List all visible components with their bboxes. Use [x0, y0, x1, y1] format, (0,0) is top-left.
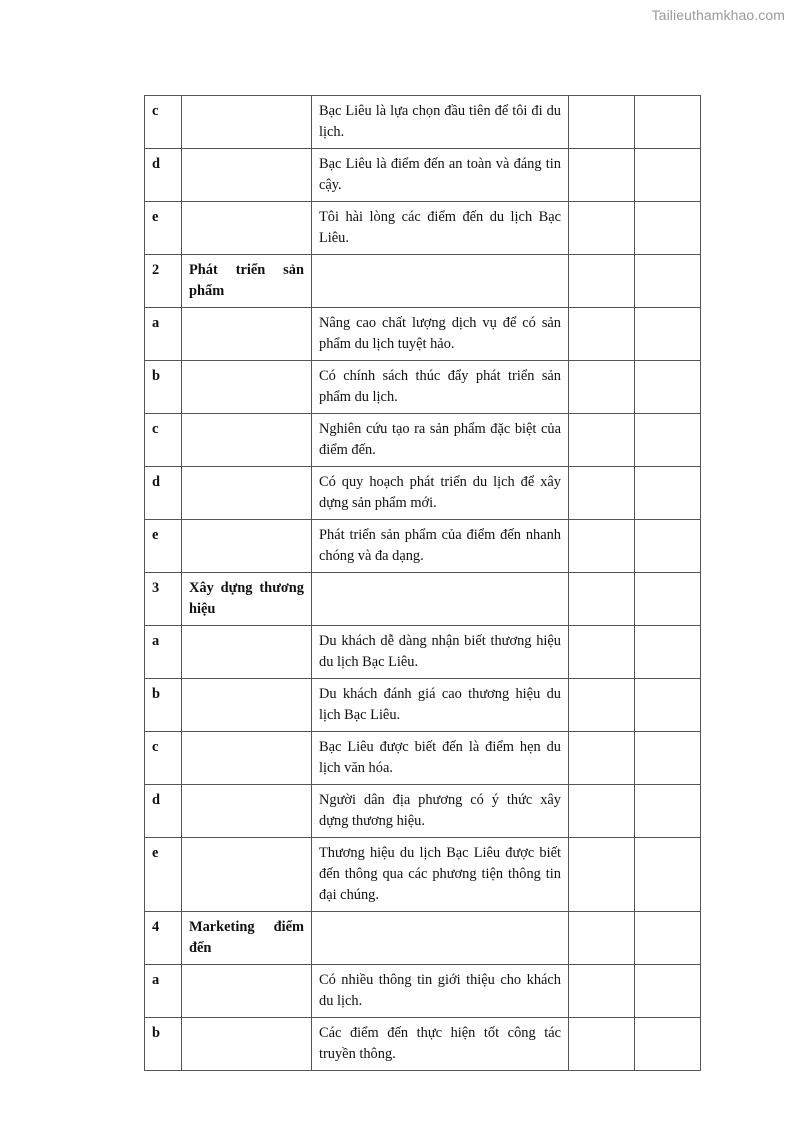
- item-number: a: [145, 965, 182, 1018]
- table-row: [145, 520, 701, 573]
- statement-cell: Nâng cao chất lượng dịch vụ để có sản phẩm du lịch tuyệt hảo.: [312, 308, 569, 361]
- factor-cell: [182, 626, 312, 679]
- rating-cell: [569, 679, 635, 732]
- rating-cell: [569, 255, 635, 308]
- item-number: c: [145, 732, 182, 785]
- table-row: [145, 732, 701, 785]
- rating-cell: [635, 679, 701, 732]
- item-number: a: [145, 308, 182, 361]
- factor-cell: [182, 96, 312, 149]
- survey-table: [144, 95, 701, 1071]
- item-number: d: [145, 785, 182, 838]
- rating-cell: [635, 255, 701, 308]
- statement-cell: Các điểm đến thực hiện tốt công tác truyền thông.: [312, 1018, 569, 1071]
- factor-cell: [182, 467, 312, 520]
- rating-cell: [569, 96, 635, 149]
- rating-cell: [635, 96, 701, 149]
- statement-cell: [312, 255, 569, 308]
- statement-cell: [312, 573, 569, 626]
- rating-cell: [635, 149, 701, 202]
- rating-cell: [569, 838, 635, 912]
- item-number: b: [145, 1018, 182, 1071]
- item-number: e: [145, 202, 182, 255]
- statement-cell: Du khách dễ dàng nhận biết thương hiệu du lịch Bạc Liêu.: [312, 626, 569, 679]
- rating-cell: [635, 732, 701, 785]
- factor-cell: [182, 965, 312, 1018]
- table-row: [145, 626, 701, 679]
- rating-cell: [569, 308, 635, 361]
- factor-cell: [182, 679, 312, 732]
- item-number: b: [145, 361, 182, 414]
- rating-cell: [569, 573, 635, 626]
- rating-cell: [635, 308, 701, 361]
- statement-cell: Có nhiều thông tin giới thiệu cho khách du lịch.: [312, 965, 569, 1018]
- rating-cell: [635, 414, 701, 467]
- section-number: 2: [145, 255, 182, 308]
- statement-cell: Tôi hài lòng các điểm đến du lịch Bạc Liêu.: [312, 202, 569, 255]
- table-row: [145, 96, 701, 149]
- rating-cell: [569, 467, 635, 520]
- rating-cell: [635, 573, 701, 626]
- rating-cell: [635, 361, 701, 414]
- table-row: [145, 467, 701, 520]
- statement-cell: [312, 912, 569, 965]
- factor-cell: [182, 785, 312, 838]
- item-number: c: [145, 96, 182, 149]
- rating-cell: [569, 912, 635, 965]
- table-row: [145, 965, 701, 1018]
- table-row: [145, 149, 701, 202]
- table-row: [145, 202, 701, 255]
- table-row: [145, 414, 701, 467]
- factor-cell: [182, 732, 312, 785]
- rating-cell: [635, 467, 701, 520]
- factor-cell: [182, 838, 312, 912]
- item-number: a: [145, 626, 182, 679]
- rating-cell: [635, 965, 701, 1018]
- statement-cell: Du khách đánh giá cao thương hiệu du lịch Bạc Liêu.: [312, 679, 569, 732]
- item-number: d: [145, 149, 182, 202]
- rating-cell: [569, 626, 635, 679]
- factor-cell: [182, 414, 312, 467]
- statement-cell: Bạc Liêu là lựa chọn đầu tiên để tôi đi du lịch.: [312, 96, 569, 149]
- table-row: [145, 838, 701, 912]
- rating-cell: [569, 1018, 635, 1071]
- statement-cell: Người dân địa phương có ý thức xây dựng thương hiệu.: [312, 785, 569, 838]
- section-row: [145, 573, 701, 626]
- section-title: Marketing điểm đến: [182, 912, 312, 965]
- rating-cell: [569, 520, 635, 573]
- factor-cell: [182, 1018, 312, 1071]
- rating-cell: [635, 912, 701, 965]
- rating-cell: [635, 838, 701, 912]
- rating-cell: [635, 1018, 701, 1071]
- item-number: b: [145, 679, 182, 732]
- rating-cell: [635, 520, 701, 573]
- rating-cell: [635, 202, 701, 255]
- statement-cell: Có quy hoạch phát triển du lịch để xây dựng sản phẩm mới.: [312, 467, 569, 520]
- factor-cell: [182, 520, 312, 573]
- table-row: [145, 1018, 701, 1071]
- factor-cell: [182, 202, 312, 255]
- item-number: e: [145, 520, 182, 573]
- statement-cell: Thương hiệu du lịch Bạc Liêu được biết đến thông qua các phương tiện thông tin đại chúng.: [312, 838, 569, 912]
- rating-cell: [569, 965, 635, 1018]
- section-row: [145, 255, 701, 308]
- section-title: Phát triển sản phẩm: [182, 255, 312, 308]
- statement-cell: Phát triển sản phẩm của điểm đến nhanh chóng và đa dạng.: [312, 520, 569, 573]
- table-row: [145, 308, 701, 361]
- table-row: [145, 785, 701, 838]
- rating-cell: [569, 732, 635, 785]
- statement-cell: Bạc Liêu được biết đến là điểm hẹn du lịch văn hóa.: [312, 732, 569, 785]
- item-number: e: [145, 838, 182, 912]
- table-row: [145, 361, 701, 414]
- table-row: [145, 679, 701, 732]
- rating-cell: [569, 202, 635, 255]
- statement-cell: Có chính sách thúc đẩy phát triển sản phẩm du lịch.: [312, 361, 569, 414]
- rating-cell: [569, 785, 635, 838]
- rating-cell: [569, 149, 635, 202]
- section-title: Xây dựng thương hiệu: [182, 573, 312, 626]
- section-row: [145, 912, 701, 965]
- rating-cell: [569, 414, 635, 467]
- item-number: c: [145, 414, 182, 467]
- rating-cell: [635, 785, 701, 838]
- watermark: Tailieuthamkhao.com: [651, 7, 785, 23]
- factor-cell: [182, 308, 312, 361]
- rating-cell: [569, 361, 635, 414]
- section-number: 4: [145, 912, 182, 965]
- factor-cell: [182, 361, 312, 414]
- factor-cell: [182, 149, 312, 202]
- rating-cell: [635, 626, 701, 679]
- statement-cell: Nghiên cứu tạo ra sản phẩm đặc biệt của điểm đến.: [312, 414, 569, 467]
- section-number: 3: [145, 573, 182, 626]
- item-number: d: [145, 467, 182, 520]
- statement-cell: Bạc Liêu là điểm đến an toàn và đáng tin cậy.: [312, 149, 569, 202]
